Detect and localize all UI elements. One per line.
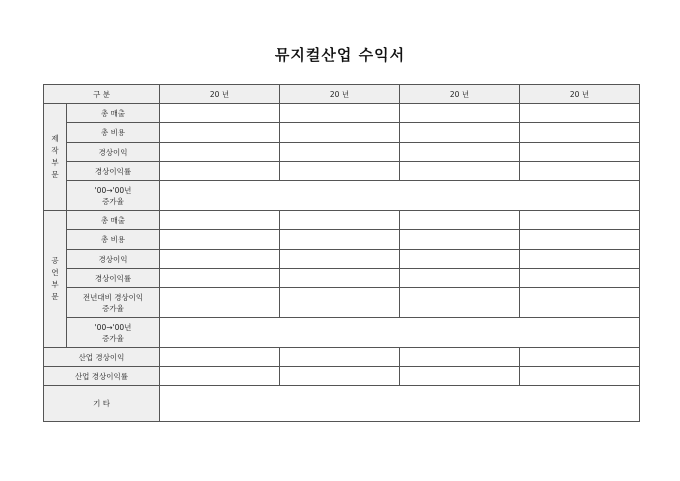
data-cell[interactable]: [520, 288, 640, 318]
row-label: '00→'00년 증가율: [67, 181, 160, 211]
year-header-2: 20 년: [280, 85, 400, 104]
data-cell[interactable]: [280, 269, 400, 288]
data-cell[interactable]: [400, 143, 520, 162]
data-cell[interactable]: [400, 288, 520, 318]
data-cell[interactable]: [520, 104, 640, 123]
merged-data-cell[interactable]: [160, 181, 640, 211]
data-cell[interactable]: [280, 367, 400, 386]
section-label-production: 제 작 부 문: [44, 104, 67, 211]
data-cell[interactable]: [280, 162, 400, 181]
year-header-3: 20 년: [400, 85, 520, 104]
data-cell[interactable]: [160, 288, 280, 318]
data-cell[interactable]: [520, 211, 640, 230]
year-header-4: 20 년: [520, 85, 640, 104]
data-cell[interactable]: [160, 269, 280, 288]
data-cell[interactable]: [400, 348, 520, 367]
category-header: 구 분: [44, 85, 160, 104]
data-cell[interactable]: [160, 367, 280, 386]
data-cell[interactable]: [280, 288, 400, 318]
revenue-table: [43, 84, 640, 422]
row-label: 총 비용: [67, 230, 160, 250]
data-cell[interactable]: [160, 143, 280, 162]
data-cell[interactable]: [280, 250, 400, 269]
data-cell[interactable]: [520, 348, 640, 367]
row-label-industry-profit: 산업 경상이익: [44, 348, 160, 367]
row-label: 경상이익률: [67, 269, 160, 288]
row-label: '00→'00년 증가율: [67, 318, 160, 348]
data-cell[interactable]: [520, 367, 640, 386]
row-label: 경상이익률: [67, 162, 160, 181]
row-label-industry-profit-rate: 산업 경상이익률: [44, 367, 160, 386]
data-cell[interactable]: [520, 143, 640, 162]
data-cell[interactable]: [520, 250, 640, 269]
data-cell[interactable]: [400, 250, 520, 269]
row-label: 경상이익: [67, 143, 160, 162]
data-cell[interactable]: [160, 162, 280, 181]
data-cell[interactable]: [400, 367, 520, 386]
data-cell[interactable]: [160, 104, 280, 123]
row-label-etc: 기 타: [44, 386, 160, 422]
data-cell[interactable]: [520, 269, 640, 288]
data-cell[interactable]: [400, 123, 520, 143]
data-cell[interactable]: [160, 123, 280, 143]
data-cell[interactable]: [400, 230, 520, 250]
data-cell[interactable]: [280, 211, 400, 230]
data-cell[interactable]: [400, 162, 520, 181]
data-cell[interactable]: [280, 104, 400, 123]
data-cell[interactable]: [160, 230, 280, 250]
merged-data-cell[interactable]: [160, 318, 640, 348]
row-label: 총 매출: [67, 104, 160, 123]
data-cell[interactable]: [280, 143, 400, 162]
year-header-1: 20 년: [160, 85, 280, 104]
data-cell[interactable]: [400, 269, 520, 288]
data-cell[interactable]: [280, 348, 400, 367]
data-cell[interactable]: [520, 162, 640, 181]
etc-notes-cell[interactable]: [160, 386, 640, 422]
section-label-performance: 공 연 부 문: [44, 211, 67, 348]
data-cell[interactable]: [160, 250, 280, 269]
data-cell[interactable]: [400, 104, 520, 123]
data-cell[interactable]: [280, 230, 400, 250]
data-cell[interactable]: [280, 123, 400, 143]
row-label: 총 매출: [67, 211, 160, 230]
row-label: 전년대비 경상이익 증가율: [67, 288, 160, 318]
document-title: 뮤지컬산업 수익서: [274, 46, 406, 64]
row-label: 총 비용: [67, 123, 160, 143]
data-cell[interactable]: [520, 123, 640, 143]
row-label: 경상이익: [67, 250, 160, 269]
data-cell[interactable]: [160, 211, 280, 230]
data-cell[interactable]: [520, 230, 640, 250]
data-cell[interactable]: [400, 211, 520, 230]
data-cell[interactable]: [160, 348, 280, 367]
